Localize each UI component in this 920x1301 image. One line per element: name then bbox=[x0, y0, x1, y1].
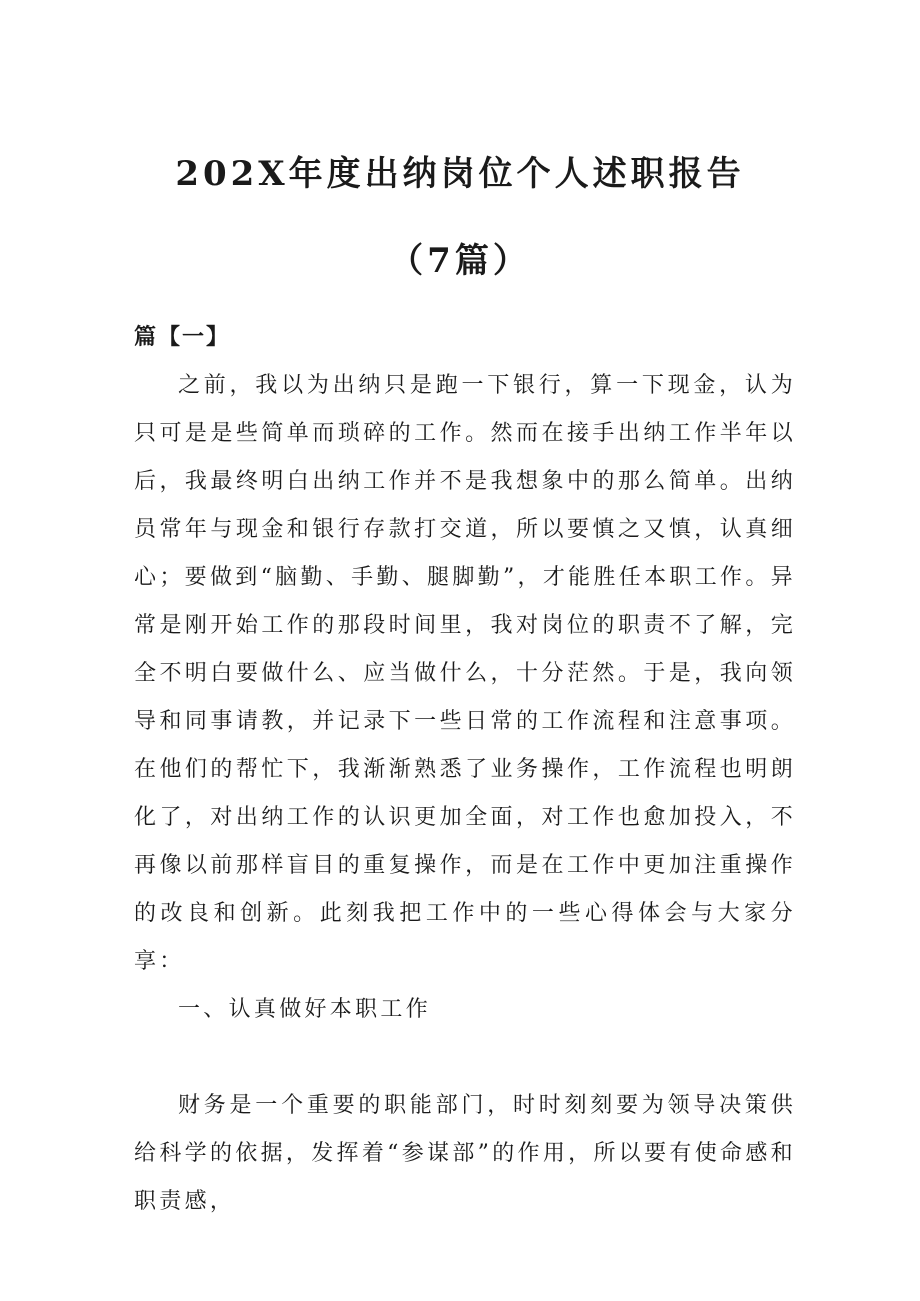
document-title: 202X年度出纳岗位个人述职报告 bbox=[175, 154, 745, 194]
body-paragraph: 财务是一个重要的职能部门，时时刻刻要为领导决策供给科学的依据，发挥着“参谋部”的作用，所以要有使命感和职责感， bbox=[134, 1093, 796, 1214]
document-subtitle: （7篇） bbox=[389, 241, 531, 281]
body-paragraph: 之前，我以为出纳只是跑一下银行，算一下现金，认为只可是是些简单而琐碎的工作。然而在接手出纳工作半年以后，我最终明白出纳工作并不是我想象中的那么简单。出纳员常年与现金和银行存款打交道，所以要慎之又慎，认真细心；要做到“脑勤、手勤、腿脚勤”，才能胜任本职工作。异常是刚开始工作的那段时间里，我对岗位的职责不了解，完全不明白要做什么、应当做什么，十分茫然。于是，我向领导和同事请教，并记录下一些日常的工作流程和注意事项。在他们的帮忙下，我渐渐熟悉了业务操作，工作流程也明朗化了，对出纳工作的认识更加全面，对工作也愈加投入，不再像以前那样盲目的重复操作，而是在工作中更加注重操作的改良和创新。此刻我把工作中的一些心得体会与大家分享： bbox=[134, 373, 796, 974]
section-label: 篇【一】 bbox=[134, 324, 231, 350]
section-heading: 一、认真做好本职工作 bbox=[178, 997, 432, 1022]
